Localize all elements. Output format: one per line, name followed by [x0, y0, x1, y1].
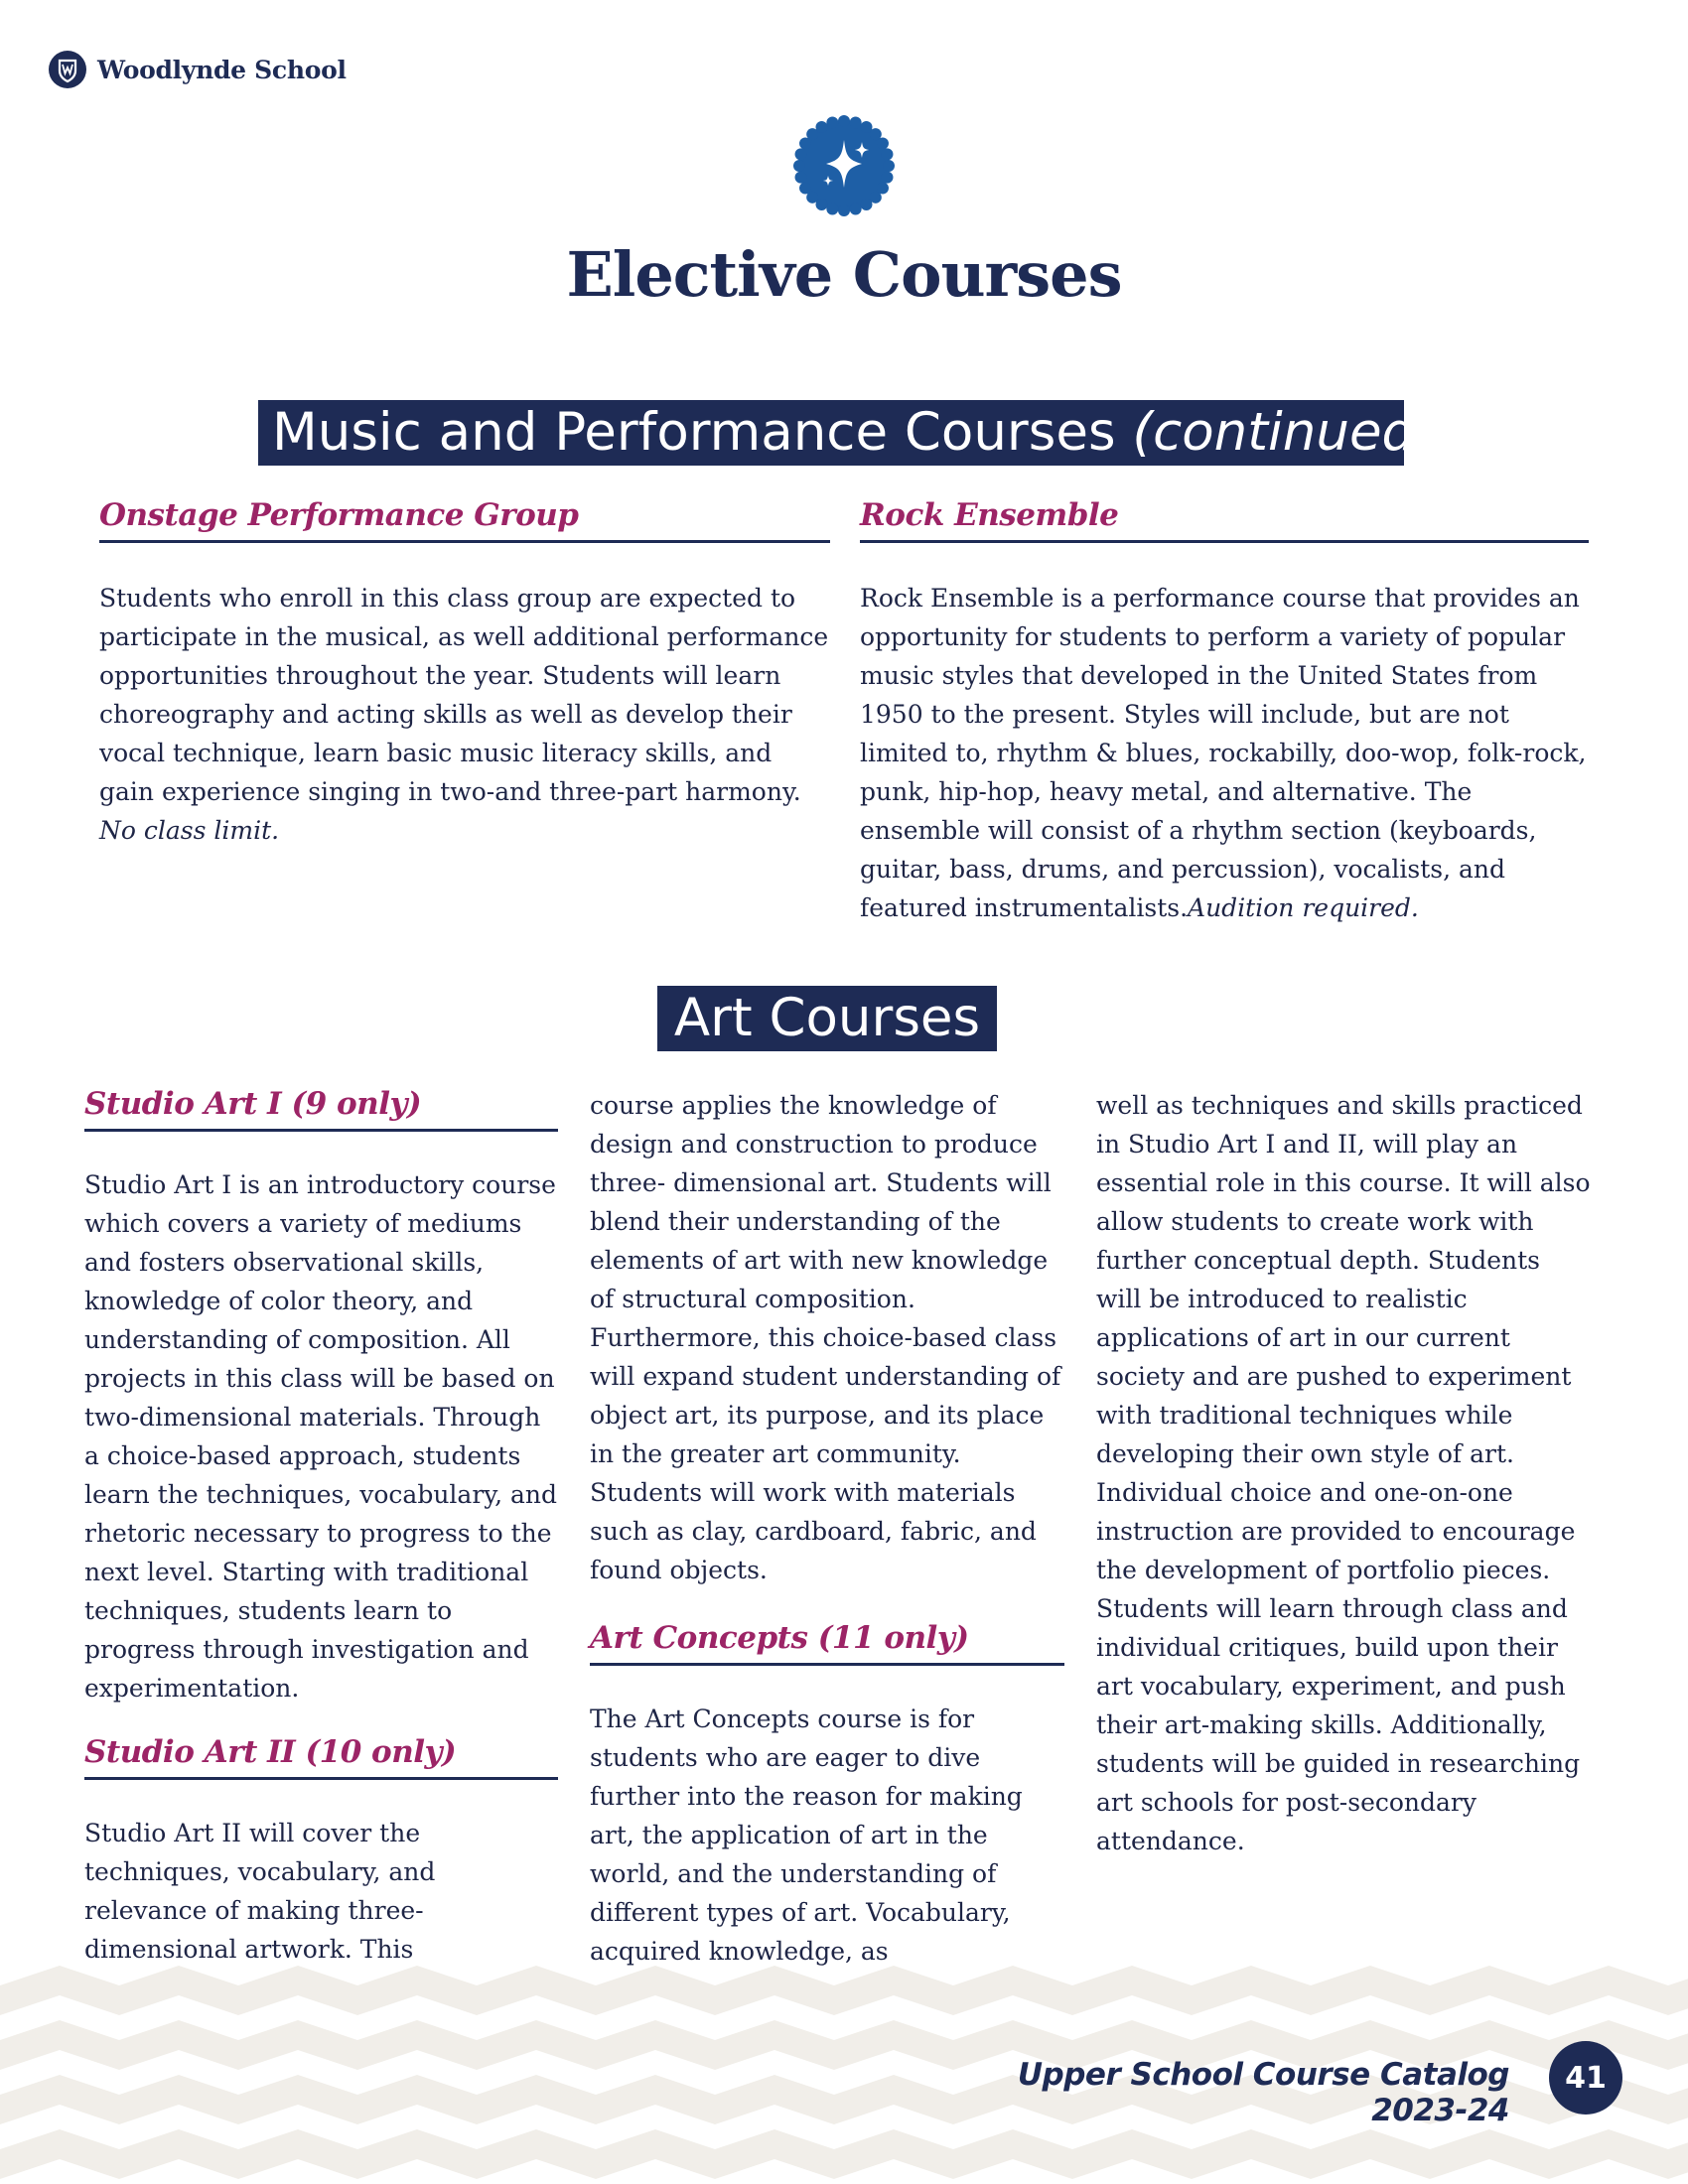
course-note: No class limit.	[99, 816, 280, 845]
studio-art-2-description: Studio Art II will cover the techniques, vocabulary, and relevance of making three-dimensional artwork. This	[84, 1819, 436, 1964]
music-section-title: Music and Performance Courses	[272, 402, 1116, 463]
sparkle-badge-icon	[792, 114, 896, 217]
school-name: Woodlynde School	[97, 55, 347, 84]
art-section-banner	[657, 986, 997, 1051]
course-description: Rock Ensemble is a performance course that provides an opportunity for students to perform a variety of popular music styles that developed in the United States from 1950 to the present. Styles will include, but are not limited to, rhythm & blues, rockabilly, doo-wop, folk-rock, punk, hip-hop, heavy metal, and alternative. The ensemble will consist of a rhythm section (keyboards, guitar, bass, drums, and percussion), vocalists, and featured instrumentalists.	[860, 584, 1587, 922]
page-number: 41	[1549, 2041, 1622, 2115]
course-onstage-performance	[99, 496, 830, 850]
crest-icon	[48, 50, 87, 89]
art-section-title: Art Courses	[673, 988, 981, 1048]
page-title: Elective Courses	[566, 238, 1122, 311]
catalog-label: Upper School Course Catalog 2023-24	[1017, 2057, 1509, 2128]
course-rock-ensemble	[860, 496, 1589, 927]
course-heading-art-concepts: Art Concepts (11 only)	[590, 1619, 1064, 1666]
studio-art-1-description: Studio Art I is an introductory course which covers a variety of mediums and fosters observational skills, knowledge of color theory, and understanding of composition. All projects in this class will be based on two-dimensional materials. Through a choice-based approach, students learn the techniques, vocabulary, and rhetoric necessary to progress to the next level. Starting with traditional techniques, students learn to progress through investigation and experimentation.	[84, 1170, 557, 1703]
school-logo	[48, 50, 347, 89]
art-column-2	[590, 1086, 1064, 1971]
art-concepts-description-continued: well as techniques and skills practiced in Studio Art I and II, will play an essential role in this course. It will also allow students to create work with further conceptual depth. Students will be introduced to realistic applications of art in our current society and are pushed to experiment with traditional techniques while developing their own style of art. Individual choice and one-on-one instruction are provided to encourage the development of portfolio pieces. Students will learn through class and individual critiques, build upon their art vocabulary, experiment, and push their art-making skills. Additionally, students will be guided in researching art schools for post-secondary attendance.	[1096, 1091, 1591, 1855]
course-description: Students who enroll in this class group are expected to participate in the musical, as well additional performance opportunities throughout the year. Students will learn choreography and acting skills as well as develop their vocal technique, learn basic music literacy skills, and gain experience singing in two-and three-part harmony.	[99, 584, 829, 806]
art-column-3	[1096, 1086, 1593, 1860]
course-heading-studio-art-1: Studio Art I (9 only)	[84, 1085, 558, 1132]
course-heading: Onstage Performance Group	[99, 496, 830, 543]
course-heading-studio-art-2: Studio Art II (10 only)	[84, 1733, 558, 1780]
music-section-suffix: (continued)	[1132, 402, 1436, 463]
studio-art-2-description-continued: course applies the knowledge of design and construction to produce three- dimensional art. Students will blend their understanding of the elements of art with new knowledge of structural composition. Furthermore, this choice-based class will expand student understanding of object art, its purpose, and its place in the greater art community. Students will work with materials such as clay, cardboard, fabric, and found objects.	[590, 1091, 1061, 1584]
course-heading: Rock Ensemble	[860, 496, 1589, 543]
course-description-wrapper	[860, 579, 1589, 927]
music-section-banner	[258, 400, 1436, 466]
course-note: Audition required.	[1188, 893, 1419, 922]
art-column-1	[84, 1085, 558, 1969]
art-concepts-description: The Art Concepts course is for students who are eager to dive further into the reason for making art, the application of art in the world, and the understanding of different types of art. Vocabulary, acquired knowledge, as	[590, 1705, 1023, 1966]
